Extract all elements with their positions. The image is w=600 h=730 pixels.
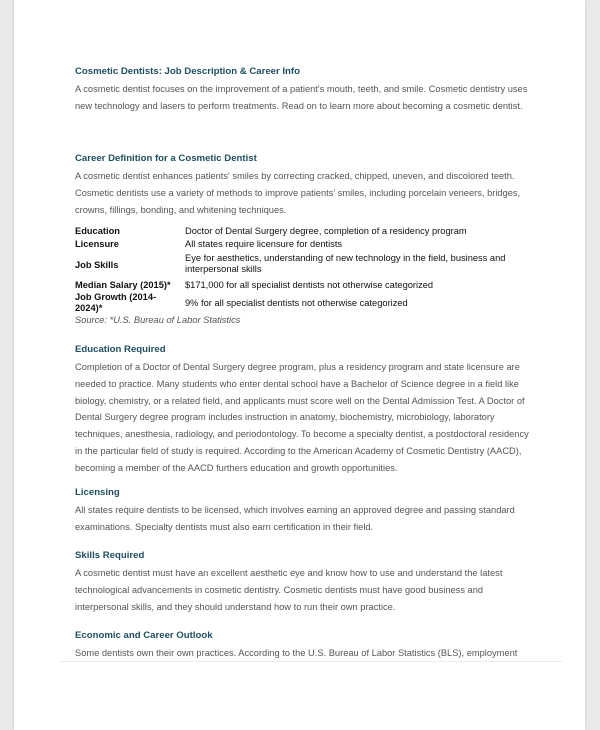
outlook-heading: Economic and Career Outlook bbox=[75, 630, 213, 641]
table-row bbox=[75, 239, 527, 253]
fact-value: Eye for aesthetics, understanding of new technology in the field, business and interpersonal skills bbox=[185, 253, 506, 274]
education-heading: Education Required bbox=[75, 344, 166, 355]
table-row bbox=[75, 278, 527, 292]
intro-heading: Cosmetic Dentists: Job Description & Career Info bbox=[75, 66, 300, 77]
licensing-heading: Licensing bbox=[75, 487, 120, 498]
section-education bbox=[75, 344, 533, 477]
section-outlook bbox=[75, 630, 533, 662]
page-fold-divider bbox=[59, 661, 562, 662]
document-page bbox=[14, 0, 585, 730]
education-text: Completion of a Doctor of Dental Surgery degree program, plus a residency program and state licensure are needed to practice. Many students who enter dental school have a Bachelor of Science degree in a field like biology, chemistry, or a related field, and applicants must score well on the Dental Admission Test. A Doctor of Dental Surgery degree program includes instruction in anatomy, biochemistry, microbiology, laboratory techniques, anesthesia, radiology, and periodontology. To become a specialty dentist, a postdoctoral residency in the particular field of study is required. According to the American Academy of Cosmetic Dentistry (AACD), becoming a member of the AACD furthers education and growth opportunities. bbox=[75, 362, 529, 473]
outlook-text: Some dentists own their own practices. According to the U.S. Bureau of Labor Statistics (BLS), employment bbox=[75, 648, 518, 658]
fact-value: Doctor of Dental Surgery degree, completion of a residency program bbox=[185, 226, 467, 236]
licensing-text: All states require dentists to be licensed, which involves earning an approved degree and passing standard examinations. Specialty dentists must also earn certification in their field. bbox=[75, 505, 515, 532]
source-note: Source: *U.S. Bureau of Labor Statistics bbox=[75, 315, 241, 325]
fact-value: 9% for all specialist dentists not otherwise categorized bbox=[185, 297, 408, 308]
fact-label: Job Skills bbox=[75, 260, 119, 271]
table-row bbox=[75, 253, 527, 278]
table-row bbox=[75, 226, 527, 239]
intro-text: A cosmetic dentist focuses on the improvement of a patient's mouth, teeth, and smile. Cosmetic dentistry uses new technology and lasers to perform treatments. Read on to learn more about becoming a cosmetic dentist. bbox=[75, 84, 528, 111]
fact-value: $171,000 for all specialist dentists not otherwise categorized bbox=[185, 280, 434, 290]
section-definition bbox=[75, 153, 533, 218]
table-row bbox=[75, 292, 527, 314]
definition-heading: Career Definition for a Cosmetic Dentist bbox=[75, 153, 257, 164]
definition-text: A cosmetic dentist enhances patients' smiles by correcting cracked, chipped, uneven, and discolored teeth. Cosmetic dentists use a variety of methods to improve patients' smiles, including porcelain veneers, bridges, crowns, fillings, bonding, and whitening techniques. bbox=[75, 171, 521, 215]
section-licensing bbox=[75, 487, 533, 536]
section-skills bbox=[75, 550, 533, 615]
section-intro bbox=[75, 66, 533, 115]
career-facts-table bbox=[75, 226, 527, 314]
skills-text: A cosmetic dentist must have an excellent aesthetic eye and know how to use and understand the latest technological advancements in cosmetic dentistry. Cosmetic dentists must have good business and interpersonal skills, and they should understand how to run their own practice. bbox=[75, 568, 503, 612]
fact-label: Job Growth (2014-2024)* bbox=[75, 292, 157, 313]
skills-heading: Skills Required bbox=[75, 550, 145, 561]
fact-label: Licensure bbox=[75, 239, 119, 249]
fact-label: Median Salary (2015)* bbox=[75, 280, 171, 290]
fact-value: All states require licensure for dentists bbox=[185, 239, 343, 249]
fact-label: Education bbox=[75, 226, 120, 236]
